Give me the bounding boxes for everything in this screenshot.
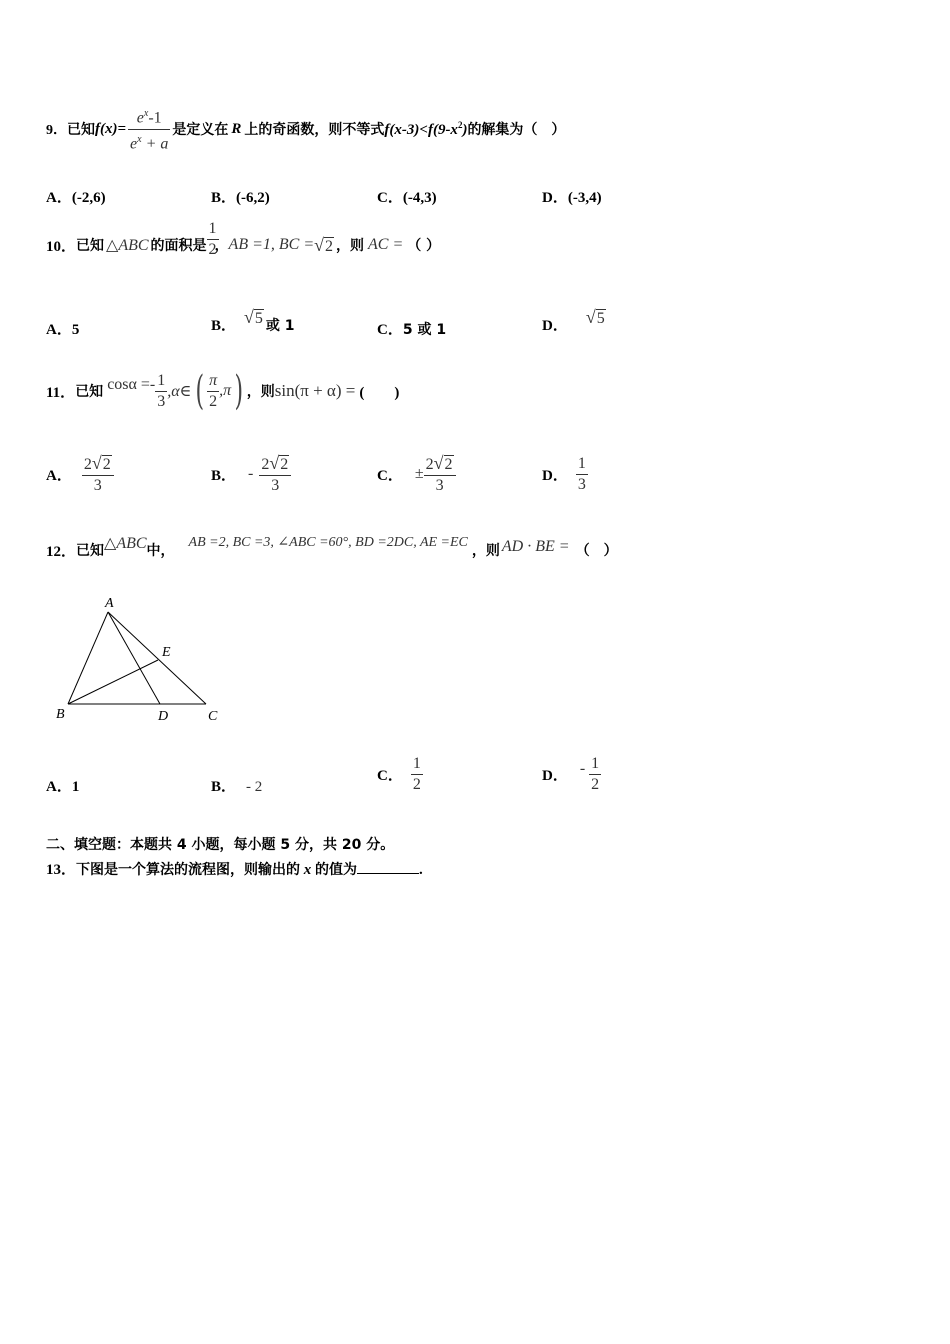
segment-be [68,660,158,704]
q11-a-den: 3 [93,476,102,494]
q12-mid: 中， [146,543,175,559]
q10-number: 10． [46,238,77,255]
q11-option-a-frac [82,453,114,496]
q11-a-coef: 2 [83,455,92,473]
q11-option-a-label: A． [46,467,72,484]
q10-paren: （ ） [407,238,441,254]
q11-option-d-frac [576,454,588,495]
q10-cond: AB =1, BC = [228,236,315,253]
q11-option-b-sign: - [248,465,254,482]
q13-number: 13． [46,862,77,878]
q9-option-d-label: D． [542,190,568,206]
q10-option-b-suffix: 或 1 [265,318,295,334]
q9-den-sup: x [137,133,142,145]
question-12 [46,532,618,568]
q9-option-a-text: (-2,6) [71,190,106,206]
q10-comma: ， [214,238,229,254]
q11-pi-frac [207,371,219,412]
q9-end: 的解集为（ ） [467,122,566,138]
q11-paren: ( ) [359,384,400,401]
q11-option-c-sign: ± [414,465,424,482]
q12-paren: （ ） [575,543,618,559]
q11-a-sqrt: 2 [102,455,111,473]
q11-frac [155,371,167,412]
q9-num-e: e [136,109,144,127]
q9-option-a[interactable] [46,186,106,207]
q12-then: ，则 [471,543,500,559]
side-ac [108,612,206,704]
q10-sqrt2-val: 2 [325,237,334,255]
label-d: D [158,709,169,724]
q11-a-radical-icon: √ [91,452,102,473]
q12-option-c-label: C． [377,767,403,784]
q9-option-b[interactable] [211,186,270,207]
q12-option-c[interactable] [377,750,423,798]
q12-option-a-text: 1 [71,779,80,795]
q9-option-a-label: A． [46,190,72,206]
section-2-title: 二、填空题：本题共 4 小题，每小题 5 分，共 20 分。 [46,837,395,853]
q10-half-num: 1 [207,219,219,240]
q11-pi-num: π [207,371,219,392]
q10-option-b-sqrt-val: 5 [254,310,263,327]
q9-num-sup: x [143,108,149,120]
q12-d-num: 1 [589,754,601,775]
q10-option-c-label: C． [377,322,403,338]
q10-option-d-sqrt [586,307,606,328]
q11-b-sqrt: 2 [280,455,289,473]
label-a: A [105,596,114,611]
q10-sqrt2 [314,235,334,256]
q12-tri: △ABC [104,535,147,552]
q9-option-b-label: B． [211,190,237,206]
q11-option-b-frac [259,453,291,496]
q11-option-d[interactable] [542,450,588,498]
q9-option-d-text: (-3,4) [567,190,602,206]
q9-R: R [231,120,242,137]
q9-fx: f(x)= [95,120,127,137]
q10-radical-icon: √ [314,234,325,255]
q10-then: ，则 [336,238,365,254]
label-e: E [162,645,171,660]
q12-cond: AB =2, BC =3, ∠ABC =60°, BD =2DC, AE =EC [188,534,468,550]
q11-c-radical-icon: √ [433,452,444,473]
q11-d-num: 1 [576,454,588,475]
q10-b-radical-icon: √ [244,307,254,327]
q10-mid: 的面积是 [150,238,207,254]
q12-d-den: 2 [591,775,600,793]
q12-option-c-frac [411,754,423,795]
q12-triangle-figure [52,592,222,728]
q11-option-a[interactable] [46,450,114,498]
q11-cos: cosα =- [107,376,156,393]
q12-option-d-sign: - [579,760,586,777]
q13-end: . [419,862,423,878]
q12-number: 12． [46,543,77,560]
q12-option-a-label: A． [46,779,72,795]
q10-option-d-sqrt-val: 5 [596,310,605,327]
q9-option-c[interactable] [377,186,437,207]
question-9 [46,104,565,154]
label-c: C [208,709,218,724]
q9-option-c-text: (-4,3) [402,190,437,206]
segment-ad [108,612,160,704]
q9-option-d[interactable] [542,186,602,207]
q11-then: ，则 [246,384,275,400]
q12-dot: AD · BE = [501,538,570,555]
q11-b-coef: 2 [261,455,270,473]
label-b: B [56,707,65,722]
q11-option-c-frac [424,453,456,496]
question-11 [46,366,399,416]
q10-option-a-label: A． [46,322,72,338]
q11-number: 11． [46,384,76,401]
q12-option-d-label: D． [542,767,568,784]
q12-option-b[interactable] [211,775,262,796]
q9-option-c-label: C． [377,190,403,206]
q9-option-b-text: (-6,2) [236,190,270,206]
q11-c-sqrt: 2 [444,455,453,473]
q12-option-a[interactable] [46,775,79,796]
q9-ineq-sup: 2 [457,119,463,130]
q12-pre: 已知 [76,543,105,559]
q10-option-b-sqrt [244,307,264,328]
q13-text: 下图是一个算法的流程图，则输出的 [76,862,301,878]
q11-right-paren-icon: ) [234,368,244,414]
q11-pi-den: 2 [209,392,218,410]
q12-option-d[interactable] [542,750,601,798]
q11-b-den: 3 [271,476,280,494]
question-13 [46,858,423,879]
q11-frac-num: 1 [155,371,167,392]
q9-den-e: e [130,134,138,152]
q9-mid: 是定义在 [172,122,229,138]
q11-option-c[interactable] [377,450,456,498]
q11-frac-den: 3 [157,392,166,410]
q9-den-tail: + a [141,134,169,152]
question-10 [46,220,440,270]
q10-ac: AC = [368,236,404,253]
q11-option-c-label: C． [377,467,403,484]
q10-option-a-text: 5 [71,322,80,338]
q9-ineq [384,120,467,139]
q9-number: 9． [46,123,67,138]
q11-sin: sin(π + α) = [274,381,356,400]
q10-pre: 已知 [76,238,105,254]
q11-c-den: 3 [435,476,444,494]
q10-option-b[interactable] [211,306,295,336]
q9-fraction [128,104,170,154]
q10-half-den: 2 [208,240,217,258]
q11-pi-tail: ,π [219,382,232,399]
side-ab [68,612,108,704]
q11-option-b[interactable] [211,450,291,498]
q10-option-c[interactable] [377,318,446,339]
q10-option-b-label: B． [211,318,237,334]
q11-b-radical-icon: √ [269,452,280,473]
q10-option-d[interactable] [542,306,606,336]
q11-pre: 已知 [75,384,104,400]
q10-option-c-text: 5 或 1 [402,322,447,338]
q12-option-b-label: B． [211,779,237,795]
q9-ineq-tail: ) [462,121,468,138]
q10-tri: △ABC [106,237,149,254]
q11-option-d-label: D． [542,467,568,484]
q13-answer-blank[interactable] [357,861,419,874]
q10-option-a[interactable] [46,318,79,339]
q11-option-b-label: B． [211,467,237,484]
q13-tail: 的值为 [315,862,358,878]
q12-c-den: 2 [412,775,421,793]
q9-ineq-main: f(x-3)<f(9-x [384,121,458,138]
q10-d-radical-icon: √ [585,307,596,327]
q12-option-d-frac [589,754,601,795]
q12-option-b-text: - 2 [246,779,263,795]
q11-left-paren-icon: ( [195,368,204,414]
q13-x: x [303,862,312,878]
q11-d-den: 3 [577,475,586,493]
q11-alpha-in: ,α∈ [167,383,192,400]
q11-c-coef: 2 [425,455,434,473]
q9-num-tail: -1 [148,109,162,127]
q9-post: 上的奇函数，则不等式 [244,122,385,138]
q9-pre: 已知 [67,122,95,138]
q10-option-d-label: D． [542,318,568,334]
q12-c-num: 1 [411,754,423,775]
